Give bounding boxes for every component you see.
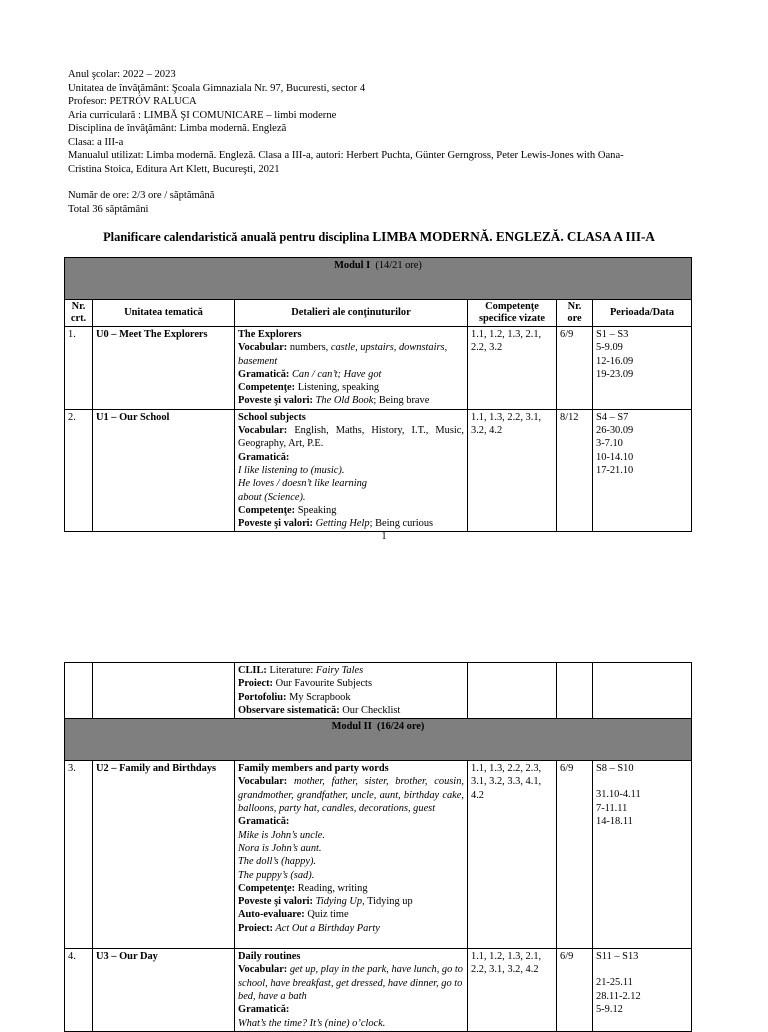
col-header-period: Perioada/Data xyxy=(593,300,692,327)
row-nr: 4. xyxy=(65,949,93,1032)
class-line: Clasa: a III-a xyxy=(68,136,124,148)
hours-cell: 6/9 xyxy=(557,761,593,949)
table-row xyxy=(65,327,692,410)
curricular-area-line: Aria curriculară : LIMBĂ ŞI COMUNICARE – limbi moderne xyxy=(68,109,337,121)
table-row xyxy=(65,761,692,949)
details-title: Family members and party words xyxy=(238,763,389,775)
module-1-hours: (14/21 ore) xyxy=(375,260,422,271)
document-title xyxy=(64,229,694,245)
module-1-row xyxy=(65,258,692,300)
period-cell: S4 – S7 26-30.09 3-7.10 10-14.10 17-21.10 xyxy=(593,409,692,532)
title-prefix: Planificare calendaristică anuală pentru disciplina xyxy=(103,230,373,244)
competences-cell: 1.1, 1.3, 2.2, 3.1, 3.2, 4.2 xyxy=(468,409,557,532)
col-header-unit: Unitatea tematică xyxy=(93,300,235,327)
unit-details: The Explorers Vocabular: numbers, castle, upstairs, downstairs, basement Gramatică: Can / can’t; Have got Competenţe: Listening, speaking Poveste şi valori: The Old Book; Being brave xyxy=(235,327,468,410)
title-subject: LIMBA MODERNĂ. ENGLEZĂ. CLASA A III-A xyxy=(372,229,655,244)
planning-table-page-2 xyxy=(64,662,692,1032)
unit-details: Daily routines Vocabular: get up, play in the park, have lunch, go to school, have breakfast, get dressed, have dinner, go to bed, have a bath Gramatică: What’s the time? It’s (nine) o’clock. xyxy=(235,949,468,1032)
competences-cell: 1.1, 1.2, 1.3, 2.1, 2.2, 3.2 xyxy=(468,327,557,410)
row-nr: 2. xyxy=(65,409,93,532)
unit-name: U1 – Our School xyxy=(93,409,235,532)
hours-cell: 8/12 xyxy=(557,409,593,532)
unit-name: U3 – Our Day xyxy=(93,949,235,1032)
module-2-hours: (16/24 ore) xyxy=(376,721,425,733)
hours-line: Număr de ore: 2/3 ore / săptămână xyxy=(68,190,215,201)
school-line: Unitatea de învăţământ: Şcoala Gimnaziala Nr. 97, Bucuresti, sector 4 xyxy=(68,82,366,94)
table-header-row xyxy=(65,300,692,327)
planning-table-page-1 xyxy=(64,257,692,532)
school-year-line: Anul şcolar: 2022 – 2023 xyxy=(68,69,176,80)
period-cell: S1 – S3 5-9.09 12-16.09 19-23.09 xyxy=(593,327,692,410)
document-header xyxy=(68,68,708,216)
period-cell: S11 – S13 21-25.11 28.11-2.12 5-9.12 xyxy=(593,949,692,1032)
module-2-row xyxy=(65,719,692,761)
unit-details: School subjects Vocabular: English, Maths, History, I.T., Music, Geography, Art, P.E. Gramatică: I like listening to (music). He loves / doesn’t like learning about (Science). Competenţe: Speaking Poveste şi valori: Getting Help; Being curious xyxy=(235,409,468,532)
row-nr: 3. xyxy=(65,761,93,949)
col-header-nr: Nr. crt. xyxy=(65,300,93,327)
unit-name: U2 – Family and Birthdays xyxy=(93,761,235,949)
col-header-competences: Competenţe specifice vizate xyxy=(468,300,557,327)
col-header-hours: Nr. ore xyxy=(557,300,593,327)
total-weeks-line: Total 36 săptămâni xyxy=(68,203,149,215)
textbook-line: Manualul utilizat: Limba modernă. Engleză. Clasa a III-a, autori: Herbert Puchta, Günter Gerngross, Peter Lewis-Jones with Oana- xyxy=(68,150,624,161)
row-nr: 1. xyxy=(65,327,93,410)
details-title: Daily routines xyxy=(238,951,301,963)
module-1-name: Modul I xyxy=(334,260,371,271)
details-title: School subjects xyxy=(238,411,306,423)
textbook-line-cont: Cristina Stoica, Editura Art Klett, Bucureşti, 2021 xyxy=(68,163,280,175)
table-row-continuation xyxy=(65,663,692,719)
details-title: The Explorers xyxy=(238,329,302,340)
period-cell: S8 – S10 31.10-4.11 7-11.11 14-18.11 xyxy=(593,761,692,949)
hours-cell: 6/9 xyxy=(557,949,593,1032)
competences-cell: 1.1, 1.2, 1.3, 2.1, 2.2, 3.1, 3.2, 4.2 xyxy=(468,949,557,1032)
module-2-name: Modul II xyxy=(331,721,372,733)
competences-cell: 1.1, 1.3, 2.2, 2.3, 3.1, 3.2, 3.3, 4.1, 4.2 xyxy=(468,761,557,949)
discipline-line: Disciplina de învăţământ: Limba modernă. Engleză xyxy=(68,123,287,134)
unit-details-continued: CLIL: Literature: Fairy Tales Proiect: Our Favourite Subjects Portofoliu: My Scrapbook Observare sistematică: Our Checklist xyxy=(235,663,468,719)
unit-details: Family members and party words Vocabular: mother, father, sister, brother, cousin, grandmother, grandfather, uncle, aunt, birthday cake, balloons, party hat, candles, decorations, guest Gramatică: Mike is John’s uncle. Nora is John’s aunt. The doll’s (happy). The puppy’s (sad). Competenţe: Reading, writing Poveste şi valori: Tidying Up, Tidying up Auto-evaluare: Quiz time Proiect: Act Out a Birthday Party xyxy=(235,761,468,949)
unit-name: U0 – Meet The Explorers xyxy=(93,327,235,410)
table-row xyxy=(65,949,692,1032)
teacher-line: Profesor: PETRÓV RALUCA xyxy=(68,96,197,107)
page-number: 1 xyxy=(381,531,387,542)
hours-cell: 6/9 xyxy=(557,327,593,410)
table-row xyxy=(65,409,692,532)
col-header-details: Detalieri ale conţinuturilor xyxy=(235,300,468,327)
